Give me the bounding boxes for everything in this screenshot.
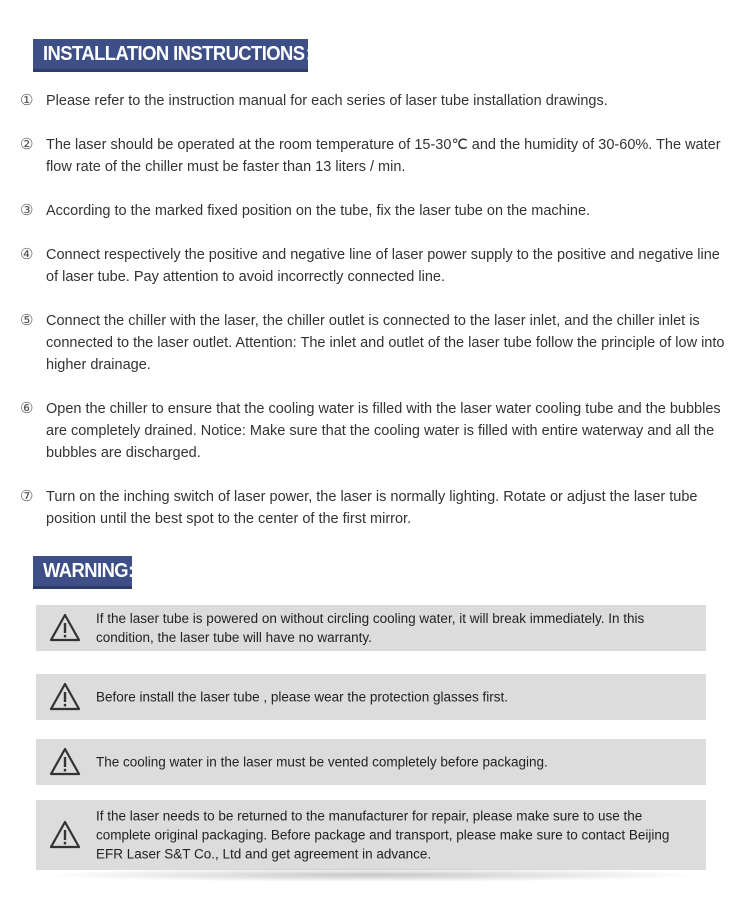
step-text: Connect respectively the positive and negative line of laser power supply to the positive and negative line of laser tube. Pay attention to avoid incorrectly connected line. — [46, 247, 720, 285]
step-number: ④ — [20, 246, 34, 263]
warning-triangle-icon — [48, 612, 82, 644]
step-text: Open the chiller to ensure that the cooling water is filled with the laser water cooling tube and the bubbles are completely drained. Notice: Make sure that the cooling water is filled with entire waterway and all the bubbles are discharged. — [46, 401, 721, 461]
step-number: ⑦ — [20, 488, 34, 505]
warning-box — [36, 739, 706, 785]
warning-text: If the laser tube is powered on without circling cooling water, it will break immediately. In this condition, the laser tube will have no warranty. — [96, 611, 645, 645]
step-text: Connect the chiller with the laser, the chiller outlet is connected to the laser inlet, and the chiller inlet is connected to the laser outlet. Attention: The inlet and outlet of the laser tube follow the principle of low into higher drainage. — [46, 313, 725, 373]
step-text: The laser should be operated at the room temperature of 15-30℃ and the humidity of 30-60%. The water flow rate of the chiller must be faster than 13 liters / min. — [46, 137, 721, 175]
step-number: ① — [20, 92, 34, 109]
step-number: ⑥ — [20, 400, 34, 417]
step-number: ② — [20, 136, 34, 153]
installation-step-6 — [20, 398, 725, 464]
step-number: ③ — [20, 202, 34, 219]
warning-heading — [33, 556, 132, 589]
installation-step-1 — [20, 90, 725, 112]
warning-text: The cooling water in the laser must be vented completely before packaging. — [96, 754, 548, 770]
warning-box — [36, 605, 706, 651]
warning-box — [36, 800, 706, 870]
warning-text: If the laser needs to be returned to the manufacturer for repair, please make sure to use the complete original packaging. Before package and transport, please make sure to contact Beijing EFR Laser S&T Co., Ltd and get agreement in advance. — [96, 808, 670, 862]
step-number: ⑤ — [20, 312, 34, 329]
bottom-shadow — [40, 868, 704, 882]
installation-step-3 — [20, 200, 725, 222]
step-text: Please refer to the instruction manual for each series of laser tube installation drawings. — [46, 93, 608, 109]
installation-step-4 — [20, 244, 725, 288]
installation-heading-text: INSTALLATION INSTRUCTIONS： — [43, 43, 323, 65]
installation-heading — [33, 39, 323, 72]
warning-text: Before install the laser tube , please wear the protection glasses first. — [96, 689, 508, 705]
installation-step-7 — [20, 486, 725, 530]
warning-triangle-icon — [48, 746, 82, 778]
warning-heading-text: WARNING: — [43, 560, 134, 582]
warning-triangle-icon — [48, 681, 82, 713]
installation-step-5 — [20, 310, 725, 376]
step-text: Turn on the inching switch of laser power, the laser is normally lighting. Rotate or adjust the laser tube position until the best spot to the center of the first mirror. — [46, 489, 698, 527]
step-text: According to the marked fixed position on the tube, fix the laser tube on the machine. — [46, 203, 591, 219]
warning-triangle-icon — [48, 819, 82, 851]
warning-box — [36, 674, 706, 720]
installation-step-2 — [20, 134, 725, 178]
